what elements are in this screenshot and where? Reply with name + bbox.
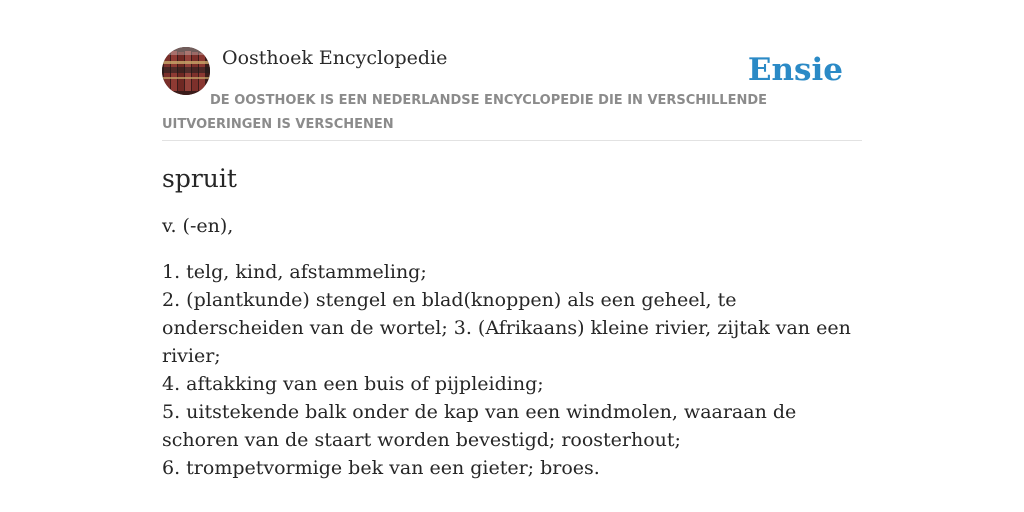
entry-definition <box>162 258 872 482</box>
brand-logo[interactable]: Ensie <box>747 52 843 88</box>
entry-content <box>162 162 872 482</box>
site-tagline: DE OOSTHOEK IS EEN NEDERLANDSE ENCYCLOPEDIE DIE IN VERSCHILLENDE UITVOERINGEN IS VERSCHENEN <box>162 93 768 132</box>
header <box>162 46 862 141</box>
entry-grammar: v. (-en), <box>162 215 234 237</box>
definition-line: 1. telg, kind, afstammeling; <box>162 261 427 283</box>
definition-line: 4. aftakking van een buis of pijpleiding; <box>162 373 544 395</box>
definition-line: 2. (plantkunde) stengel en blad(knoppen) als een geheel, te onderscheiden van de wortel; 3. (Afrikaans) kleine rivier, zijtak van een rivier; <box>162 289 851 367</box>
definition-line: 5. uitstekende balk onder de kap van een windmolen, waaraan de schoren van de staart worden bevestigd; roosterhout; <box>162 401 797 451</box>
site-name[interactable]: Oosthoek Encyclopedie <box>222 47 448 69</box>
encyclopedia-books-icon[interactable] <box>162 47 210 95</box>
entry-title: spruit <box>162 164 237 193</box>
definition-line: 6. trompetvormige bek van een gieter; broes. <box>162 457 600 479</box>
